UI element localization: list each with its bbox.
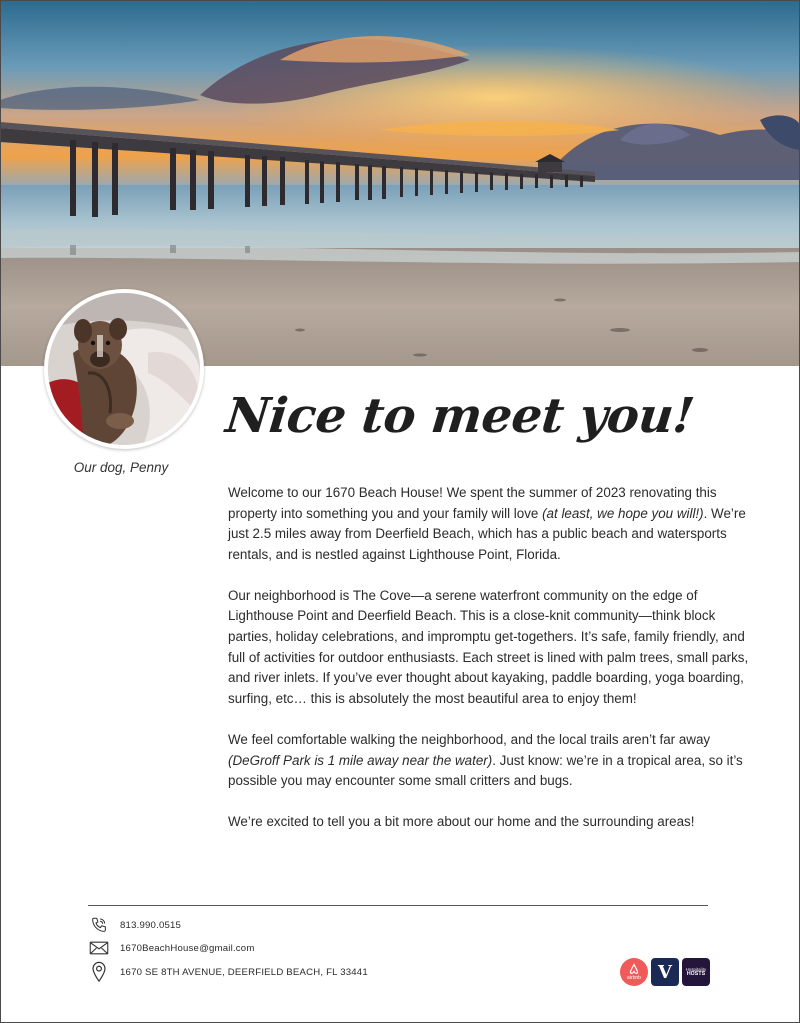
text-segment: Welcome to our 1670 Beach House! We spent the summer of 2023 renovating this property into something you and your family will love bbox=[228, 485, 717, 521]
v-logo-text: V bbox=[658, 961, 672, 983]
map-pin-icon bbox=[88, 961, 110, 983]
paragraph-welcome bbox=[228, 483, 756, 565]
footer-divider bbox=[88, 905, 708, 906]
italic-aside: (at least, we hope you will!) bbox=[542, 505, 704, 521]
text-segment: We feel comfortable walking the neighborhood, and the local trails aren’t far away bbox=[228, 731, 711, 747]
hospitality-hosts-logo bbox=[682, 958, 710, 986]
body-text bbox=[228, 483, 756, 853]
text-segment: . We’re just 2.5 miles away from Deerfield Beach, which has a public beach and watersports rentals, and is nestled against Lighthouse Point, Florida. bbox=[228, 505, 746, 562]
street-address: 1670 SE 8TH AVENUE, DEERFIELD BEACH, FL 33441 bbox=[120, 966, 368, 978]
paragraph-safety bbox=[228, 730, 756, 792]
paragraph-neighborhood: Our neighborhood is The Cove—a serene waterfront community on the edge of Lighthouse Point and Deerfield Beach. This is a close-knit community—think block parties, holiday celebrations, and impromptu get-togethers. It’s safe, family friendly, and full of activities for outdoor enthusiasts. Each street is lined with palm trees, small parks, and river inlets. If you’ve ever thought about kayaking, paddle boarding, yoga boarding, surfing, etc… this is absolutely the most beautiful area to enjoy them! bbox=[228, 587, 749, 706]
email-address: 1670BeachHouse@gmail.com bbox=[120, 942, 255, 954]
hosts-logo-small-text: Hospitality bbox=[685, 967, 707, 972]
paragraph-closing: We’re excited to tell you a bit more about our home and the surrounding areas! bbox=[228, 814, 695, 830]
text-segment: . Just know: we’re in a tropical area, so it’s possible you may encounter some small critters and bugs. bbox=[228, 752, 743, 789]
phone-icon bbox=[88, 914, 110, 936]
airbnb-logo bbox=[620, 958, 648, 986]
airbnb-logo-text: airbnb bbox=[627, 975, 641, 981]
contact-email[interactable] bbox=[88, 937, 255, 959]
envelope-icon bbox=[88, 937, 110, 959]
contact-address bbox=[88, 961, 368, 983]
contact-phone[interactable] bbox=[88, 914, 181, 936]
dog-caption: Our dog, Penny bbox=[73, 460, 169, 475]
dog-photo bbox=[44, 289, 204, 449]
v-brand-logo bbox=[651, 958, 679, 986]
italic-aside: (DeGroff Park is 1 mile away near the water) bbox=[228, 752, 493, 768]
partner-logos bbox=[620, 958, 710, 986]
hosts-logo-big-text: HOSTS bbox=[686, 971, 706, 977]
page-heading: Nice to meet you! bbox=[223, 388, 697, 444]
phone-number: 813.990.0515 bbox=[120, 919, 182, 931]
